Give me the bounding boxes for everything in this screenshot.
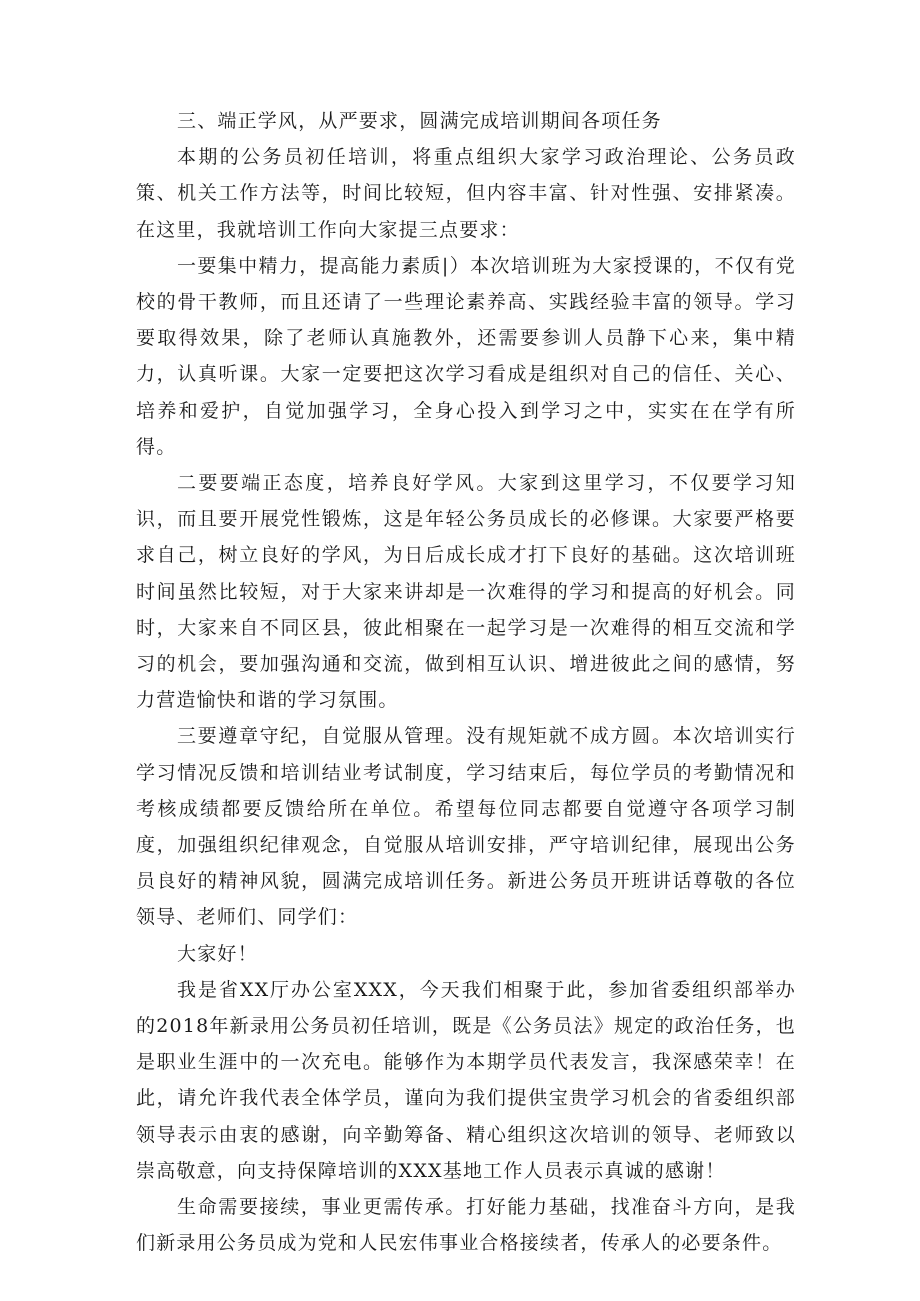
paragraph-self-introduction: 我是省XX厅办公室XXX，今天我们相聚于此，参加省委组织部举办的2018年新录用公务员初任培训，既是《公务员法》规定的政治任务，也是职业生涯中的一次充电。能够作为本期学员代表发言，我深感荣幸！在此，请允许我代表全体学员，谨向为我们提供宝贵学习机会的省委组织部领导表示由衷的感谢，向辛勤筹备、精心组织这次培训的领导、老师致以崇高敬意，向支持保障培训的XXX基地工作人员表示真诚的感谢！: [136, 978, 796, 1182]
paragraph-requirement-2: 二要要端正态度，培养良好学风。大家到这里学习，不仅要学习知识，而且要开展党性锻炼，这是年轻公务员成长的必修课。大家要严格要求自己，树立良好的学风，为日后成长成才打下良好的基础。这次培训班时间虽然比较短，对于大家来讲却是一次难得的学习和提高的好机会。同时，大家来自不同区县，彼此相聚在一起学习是一次难得的相互交流和学习的机会，要加强沟通和交流，做到相互认识、增进彼此之间的感情，努力营造愉快和谐的学习氛围。: [136, 472, 796, 712]
paragraph-closing: 生命需要接续，事业更需传承。打好能力基础，找准奋斗方向，是我们新录用公务员成为党和人民宏伟事业合格接续者，传承人的必要条件。: [136, 1196, 796, 1255]
paragraph-requirement-3: 三要遵章守纪，自觉服从管理。没有规矩就不成方圆。本次培训实行学习情况反馈和培训结业考试制度，学习结束后，每位学员的考勤情况和考核成绩都要反馈给所在单位。希望每位同志都要自觉遵守各项学习制度，加强组织纪律观念，自觉服从培训安排，严守培训纪律，展现出公务员良好的精神风貌，圆满完成培训任务。新进公务员开班讲话尊敬的各位领导、老师们、同学们：: [136, 725, 796, 929]
paragraph-requirement-1: 一要集中精力，提高能力素质|）本次培训班为大家授课的，不仅有党校的骨干教师，而且还请了一些理论素养高、实践经验丰富的领导。学习要取得效果，除了老师认真施教外，还需要参训人员静下心来，集中精力，认真听课。大家一定要把这次学习看成是组织对自己的信任、关心、培养和爱护，自觉加强学习，全身心投入到学习之中，实实在在学有所得。: [136, 254, 796, 458]
document-page: [136, 103, 796, 1262]
section-heading: 三、端正学风，从严要求，圆满完成培训期间各项任务: [177, 110, 662, 132]
paragraph-intro: 本期的公务员初任培训，将重点组织大家学习政治理论、公务员政策、机关工作方法等，时间比较短，但内容丰富、针对性强、安排紧凑。在这里，我就培训工作向大家提三点要求：: [136, 146, 796, 241]
paragraph-greeting: 大家好！: [177, 942, 258, 965]
